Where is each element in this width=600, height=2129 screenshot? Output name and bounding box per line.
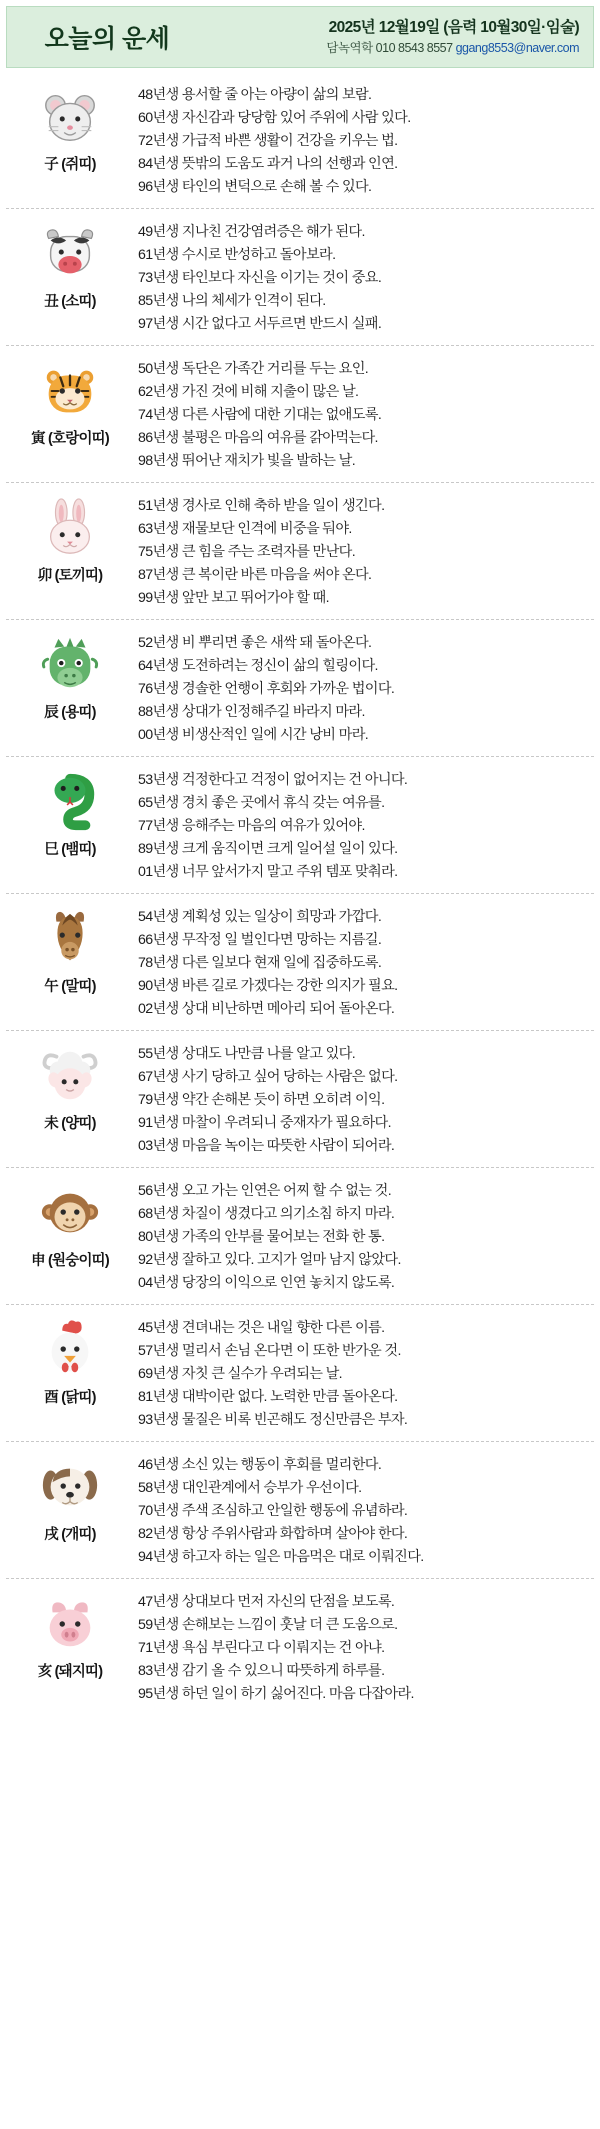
sign-label: 卯 (토끼띠) [37,568,103,584]
zodiac-row [6,209,594,346]
fortune-line: 99년생 앞만 보고 뛰어가야 할 때. [138,590,329,606]
fortune-line: 91년생 마찰이 우려되니 중재자가 필요하다. [138,1115,391,1131]
fortune-line: 00년생 비생산적인 일에 시간 낭비 마라. [138,727,369,743]
sign-cell [6,356,134,448]
fortune-line: 52년생 비 뿌리면 좋은 새싹 돼 돌아온다. [138,635,372,651]
snake-icon [39,771,101,833]
sign-label: 丑 (소띠) [44,294,96,310]
fortune-line: 78년생 다른 일보다 현재 일에 집중하도록. [138,955,382,971]
fortune-lines [134,356,594,473]
sign-label: 亥 (돼지띠) [37,1664,103,1680]
header-meta [207,7,593,67]
dog-icon [39,1456,101,1518]
sign-label: 戌 (개띠) [44,1527,96,1543]
sign-cell [6,630,134,722]
rooster-icon [39,1319,101,1381]
fortune-line: 95년생 하던 일이 하기 싫어진다. 마음 다잡아라. [138,1686,414,1702]
sign-cell [6,493,134,585]
rat-icon [39,86,101,148]
sign-cell [6,767,134,859]
contact-name: 담녹역학 010 8543 8557 [326,41,456,56]
fortune-line: 94년생 하고자 하는 일은 마음먹은 대로 이뤄진다. [138,1549,424,1565]
fortune-line: 86년생 불평은 마음의 여유를 갉아먹는다. [138,430,378,446]
fortune-line: 90년생 바른 길로 가겠다는 강한 의지가 필요. [138,978,398,994]
fortune-line: 98년생 뛰어난 재치가 빛을 발하는 날. [138,453,356,469]
sign-cell [6,82,134,174]
fortune-line: 93년생 물질은 비록 빈곤해도 정신만큼은 부자. [138,1412,408,1428]
zodiac-row [6,1305,594,1442]
pig-icon [39,1593,101,1655]
sign-label: 酉 (닭띠) [44,1390,96,1406]
fortune-line: 59년생 손해보는 느낌이 훗날 더 큰 도움으로. [138,1617,398,1633]
fortune-line: 69년생 자칫 큰 실수가 우려되는 날. [138,1366,342,1382]
zodiac-row [6,1168,594,1305]
header-date: 2025년 12월19일 (음력 10월30일·임술) [328,19,579,36]
sign-cell [6,1315,134,1407]
fortune-line: 04년생 당장의 이익으로 인연 놓치지 않도록. [138,1275,395,1291]
fortune-line: 96년생 타인의 변덕으로 손해 볼 수 있다. [138,179,372,195]
fortune-line: 74년생 다른 사람에 대한 기대는 없애도록. [138,407,382,423]
sign-label: 子 (쥐띠) [44,157,96,173]
fortune-line: 02년생 상대 비난하면 메아리 되어 돌아온다. [138,1001,395,1017]
sign-label: 辰 (용띠) [44,705,96,721]
zodiac-row [6,346,594,483]
fortune-line: 49년생 지나친 건강염려증은 해가 된다. [138,224,365,240]
zodiac-row [6,72,594,209]
fortune-line: 67년생 사기 당하고 싶어 당하는 사람은 없다. [138,1069,398,1085]
fortune-lines [134,493,594,610]
fortune-line: 89년생 크게 움직이면 크게 일어설 일이 있다. [138,841,398,857]
rabbit-icon [39,497,101,559]
zodiac-row [6,1579,594,1715]
fortune-line: 64년생 도전하려는 정신이 삶의 힐링이다. [138,658,378,674]
sign-label: 巳 (뱀띠) [44,842,96,858]
fortune-line: 70년생 주색 조심하고 안일한 행동에 유념하라. [138,1503,408,1519]
zodiac-row [6,483,594,620]
fortune-line: 82년생 항상 주위사람과 화합하며 살아야 한다. [138,1526,408,1542]
sign-label: 未 (양띠) [44,1116,96,1132]
fortune-line: 75년생 큰 힘을 주는 조력자를 만난다. [138,544,356,560]
goat-icon [39,1045,101,1107]
fortune-line: 63년생 재물보단 인격에 비중을 둬야. [138,521,352,537]
fortune-lines [134,630,594,747]
fortune-line: 56년생 오고 가는 인연은 어찌 할 수 없는 것. [138,1183,391,1199]
fortune-line: 51년생 경사로 인해 축하 받을 일이 생긴다. [138,498,385,514]
fortune-line: 81년생 대박이란 없다. 노력한 만큼 돌아온다. [138,1389,398,1405]
fortune-line: 97년생 시간 없다고 서두르면 반드시 실패. [138,316,382,332]
sign-label: 午 (말띠) [44,979,96,995]
fortune-lines [134,82,594,199]
sign-cell [6,1041,134,1133]
fortune-line: 60년생 자신감과 당당함 있어 주위에 사람 있다. [138,110,411,126]
fortune-lines [134,1315,594,1432]
fortune-line: 84년생 뜻밖의 도움도 과거 나의 선행과 인연. [138,156,398,172]
fortune-line: 85년생 나의 체세가 인격이 된다. [138,293,326,309]
fortune-line: 71년생 욕심 부린다고 다 이뤄지는 건 아냐. [138,1640,385,1656]
fortune-lines [134,767,594,884]
fortune-page [0,6,600,1715]
page-title: 오늘의 운세 [44,25,170,53]
fortune-line: 80년생 가족의 안부를 물어보는 전화 한 통. [138,1229,385,1245]
fortune-line: 53년생 걱정한다고 걱정이 없어지는 건 아니다. [138,772,408,788]
ox-icon [39,223,101,285]
fortune-line: 77년생 응해주는 마음의 여유가 있어야. [138,818,365,834]
fortune-line: 54년생 계획성 있는 일상이 희망과 가깝다. [138,909,382,925]
fortune-line: 48년생 용서할 줄 아는 아량이 삶의 보람. [138,87,372,103]
page-header [6,6,594,68]
zodiac-row [6,757,594,894]
fortune-line: 47년생 상대보다 먼저 자신의 단점을 보도록. [138,1594,395,1610]
fortune-line: 76년생 경솔한 언행이 후회와 가까운 법이다. [138,681,395,697]
fortune-line: 50년생 독단은 가족간 거리를 두는 요인. [138,361,369,377]
fortune-lines [134,904,594,1021]
fortune-line: 46년생 소신 있는 행동이 후회를 멀리한다. [138,1457,382,1473]
fortune-line: 01년생 너무 앞서가지 말고 주위 템포 맞춰라. [138,864,398,880]
fortune-line: 88년생 상대가 인정해주길 바라지 마라. [138,704,365,720]
fortune-lines [134,1589,594,1706]
dragon-icon [39,634,101,696]
fortune-line: 55년생 상대도 나만큼 나를 알고 있다. [138,1046,356,1062]
zodiac-row [6,1442,594,1579]
fortune-line: 92년생 잘하고 있다. 고지가 얼마 남지 않았다. [138,1252,401,1268]
fortune-lines [134,1452,594,1569]
sign-cell [6,1589,134,1681]
fortune-line: 57년생 멀리서 손님 온다면 이 또한 반가운 것. [138,1343,401,1359]
zodiac-row [6,894,594,1031]
fortune-lines [134,1178,594,1295]
fortune-line: 83년생 감기 올 수 있으니 따뜻하게 하루를. [138,1663,385,1679]
fortune-line: 72년생 가급적 바쁜 생활이 건강을 키우는 법. [138,133,398,149]
fortune-line: 45년생 견뎌내는 것은 내일 향한 다른 이름. [138,1320,385,1336]
tiger-icon [39,360,101,422]
fortune-line: 68년생 차질이 생겼다고 의기소침 하지 마라. [138,1206,395,1222]
fortune-lines [134,1041,594,1158]
fortune-line: 66년생 무작정 일 벌인다면 망하는 지름길. [138,932,382,948]
fortune-line: 87년생 큰 복이란 바른 마음을 써야 온다. [138,567,372,583]
fortune-line: 62년생 가진 것에 비해 지출이 많은 날. [138,384,359,400]
fortune-line: 58년생 대인관계에서 승부가 우선이다. [138,1480,362,1496]
zodiac-row [6,1031,594,1168]
header-contact [326,39,579,58]
sign-cell [6,904,134,996]
sign-label: 申 (원숭이띠) [31,1253,109,1269]
fortune-line: 79년생 약간 손해본 듯이 하면 오히려 이익. [138,1092,385,1108]
sign-cell [6,1452,134,1544]
fortune-line: 73년생 타인보다 자신을 이기는 것이 중요. [138,270,382,286]
fortune-line: 61년생 수시로 반성하고 돌아보라. [138,247,336,263]
zodiac-list [6,72,594,1715]
fortune-lines [134,219,594,336]
horse-icon [39,908,101,970]
zodiac-row [6,620,594,757]
contact-email[interactable]: ggang8553@naver.com [455,41,579,56]
sign-cell [6,1178,134,1270]
monkey-icon [39,1182,101,1244]
fortune-line: 03년생 마음을 녹이는 따뜻한 사람이 되어라. [138,1138,395,1154]
fortune-line: 65년생 경치 좋은 곳에서 휴식 갖는 여유를. [138,795,385,811]
sign-label: 寅 (호랑이띠) [31,431,109,447]
sign-cell [6,219,134,311]
